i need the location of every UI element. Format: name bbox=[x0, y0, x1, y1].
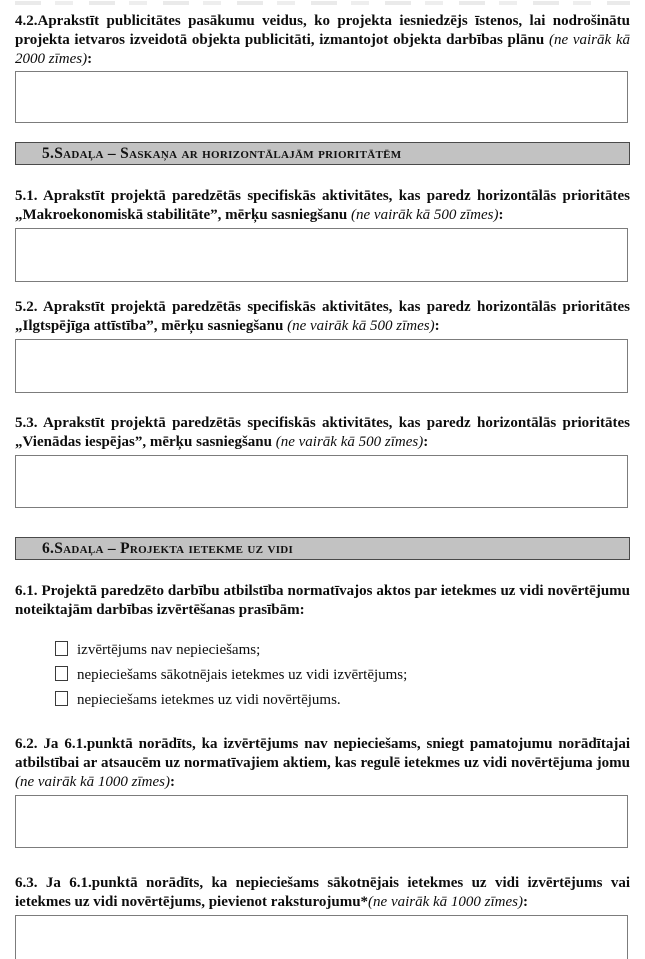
checkbox-icon[interactable] bbox=[55, 641, 68, 656]
question-5-2 bbox=[15, 298, 630, 336]
question-6-2-char-limit-hint: (ne vairāk kā 1000 zīmes) bbox=[15, 774, 170, 790]
question-4-2-char-limit-hint: (ne vairāk kā 2000 zīmes) bbox=[15, 32, 631, 67]
question-6-3-colon: : bbox=[523, 894, 529, 910]
question-5-2-colon: : bbox=[434, 318, 440, 334]
option-no-assessment-needed[interactable] bbox=[55, 638, 630, 663]
section-6-header: 6.Sadaļa – Projekta ietekme uz vidi bbox=[15, 537, 630, 560]
question-6-1-options bbox=[55, 638, 630, 713]
answer-field-6-3[interactable] bbox=[15, 915, 628, 959]
question-5-2-text: 5.2. Aprakstīt projektā paredzētās specifiskās aktivitātes, kas paredz horizontālās prioritātes „Ilgtspējīga attīstība”, mērķu sasniegšanu bbox=[15, 299, 630, 334]
option-label: izvērtējums nav nepieciešams; bbox=[77, 642, 261, 658]
question-6-2 bbox=[15, 735, 630, 792]
question-6-3-text: 6.3. Ja 6.1.punktā norādīts, ka nepieciešams sākotnējais ietekmes uz vidi izvērtējums vai ietekmes uz vidi novērtējums, pievienot raksturojumu* bbox=[15, 875, 630, 910]
section-5-header: 5.Sadaļa – Saskaņa ar horizontālajām prioritātēm bbox=[15, 142, 630, 165]
question-5-1-colon: : bbox=[498, 207, 504, 223]
clipped-text-remnant bbox=[15, 1, 630, 5]
option-full-assessment-needed[interactable] bbox=[55, 688, 630, 713]
question-5-3-colon: : bbox=[423, 434, 429, 450]
option-initial-assessment-needed[interactable] bbox=[55, 663, 630, 688]
option-label: nepieciešams ietekmes uz vidi novērtējums. bbox=[77, 692, 341, 708]
question-5-2-char-limit-hint: (ne vairāk kā 500 zīmes) bbox=[287, 318, 435, 334]
answer-field-5-1[interactable] bbox=[15, 228, 628, 282]
question-6-1: 6.1. Projektā paredzēto darbību atbilstība normatīvajos aktos par ietekmes uz vidi novērtējumu noteiktajām darbības izvērtēšanas prasībām: bbox=[15, 583, 630, 618]
option-label: nepieciešams sākotnējais ietekmes uz vidi izvērtējums; bbox=[77, 667, 408, 683]
question-4-2-text: 4.2.Aprakstīt publicitātes pasākumu veidus, ko projekta iesniedzējs īstenos, lai nodrošinātu projekta ietvaros izveidotā objekta publicitāti, izmantojot objekta darbības plānu bbox=[15, 13, 630, 48]
question-5-1-char-limit-hint: (ne vairāk kā 500 zīmes) bbox=[351, 207, 499, 223]
question-5-3-text: 5.3. Aprakstīt projektā paredzētās specifiskās aktivitātes, kas paredz horizontālās prioritātes „Vienādas iespējas”, mērķu sasniegšanu bbox=[15, 415, 630, 450]
answer-field-6-2[interactable] bbox=[15, 795, 628, 848]
question-5-1-text: 5.1. Aprakstīt projektā paredzētās specifiskās aktivitātes, kas paredz horizontālās prioritātes „Makroekonomiskā stabilitāte”, mērķu sasniegšanu bbox=[15, 188, 630, 223]
question-4-2 bbox=[15, 12, 630, 69]
answer-field-5-2[interactable] bbox=[15, 339, 628, 393]
checkbox-icon[interactable] bbox=[55, 666, 68, 681]
question-6-2-text: 6.2. Ja 6.1.punktā norādīts, ka izvērtējums nav nepieciešams, sniegt pamatojumu norādītajai atbilstībai ar atsaucēm uz normatīvajiem aktiem, kas regulē ietekmes uz vidi novērtējuma jomu bbox=[15, 736, 630, 771]
question-6-3-char-limit-hint: (ne vairāk kā 1000 zīmes) bbox=[368, 894, 524, 910]
question-6-3 bbox=[15, 874, 630, 912]
question-5-3-char-limit-hint: (ne vairāk kā 500 zīmes) bbox=[275, 434, 424, 450]
question-5-1 bbox=[15, 187, 630, 225]
answer-field-4-2[interactable] bbox=[15, 71, 628, 123]
checkbox-icon[interactable] bbox=[55, 691, 68, 706]
question-6-2-colon: : bbox=[169, 774, 175, 790]
answer-field-5-3[interactable] bbox=[15, 455, 628, 508]
question-5-3 bbox=[15, 414, 630, 452]
question-4-2-colon: : bbox=[87, 51, 93, 67]
